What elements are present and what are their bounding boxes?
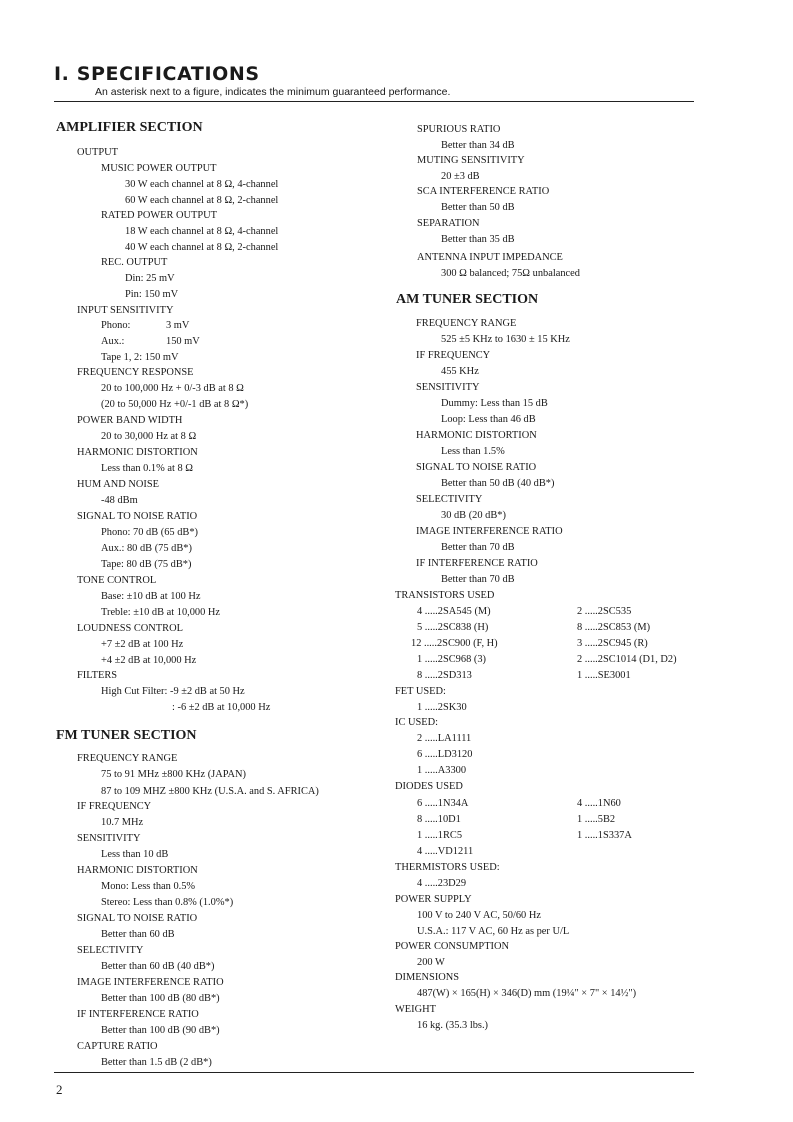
left-spec-line: 20 to 100,000 Hz + 0/-3 dB at 8 Ω [101,383,244,394]
left-spec-line: Better than 100 dB (80 dB*) [101,993,220,1004]
left-spec-line: IF INTERFERENCE RATIO [77,1009,199,1020]
right-spec-line: 1 .....2SK30 [417,702,467,713]
left-spec-line: Better than 60 dB [101,929,175,940]
right-spec-line: POWER CONSUMPTION [395,941,510,952]
left-spec-line: Din: 25 mV [125,273,175,284]
right-spec-line: DIMENSIONS [395,972,460,983]
right-spec-line: MUTING SENSITIVITY [417,155,525,166]
right-spec-line: 16 kg. (35.3 lbs.) [417,1020,488,1031]
left-spec-line: Base: ±10 dB at 100 Hz [101,591,201,602]
left-spec-line: Treble: ±10 dB at 10,000 Hz [101,607,221,618]
page-subtitle: An asterisk next to a figure, indicates the minimum guaranteed performance. [95,86,451,98]
right-spec-line: 12 .....2SC900 (F, H) [411,638,498,649]
left-spec-line: Better than 60 dB (40 dB*) [101,961,215,972]
right-spec-line: Dummy: Less than 15 dB [441,398,548,409]
right-spec-line: WEIGHT [395,1004,436,1015]
left-spec-line: Mono: Less than 0.5% [101,881,196,892]
left-spec-line: CAPTURE RATIO [77,1041,158,1052]
right-spec-line-secondary: 4 .....1N60 [577,798,621,809]
left-spec-line: RATED POWER OUTPUT [101,210,218,221]
right-spec-line: IMAGE INTERFERENCE RATIO [416,526,563,537]
right-spec-line: Better than 70 dB [441,542,515,553]
left-spec-line: Better than 100 dB (90 dB*) [101,1025,220,1036]
left-spec-line: Phono: [101,320,131,331]
right-spec-line-secondary: 2 .....2SC1014 (D1, D2) [577,654,677,665]
left-spec-line: INPUT SENSITIVITY [77,305,174,316]
left-spec-line: OUTPUT [77,147,118,158]
right-spec-line: Better than 50 dB (40 dB*) [441,478,555,489]
page-title: I. SPECIFICATIONS [54,63,260,85]
left-spec-line: 75 to 91 MHz ±800 KHz (JAPAN) [101,769,247,780]
left-spec-line: 18 W each channel at 8 Ω, 4-channel [125,226,279,237]
right-spec-line: 1 .....1RC5 [417,830,463,841]
left-spec-line: HARMONIC DISTORTION [77,447,198,458]
right-spec-line: 20 ±3 dB [441,171,480,182]
right-spec-line: 1 .....A3300 [417,765,467,776]
left-spec-line: SIGNAL TO NOISE RATIO [77,511,198,522]
left-spec-line: (20 to 50,000 Hz +0/-1 dB at 8 Ω*) [101,399,249,410]
left-spec-line: IMAGE INTERFERENCE RATIO [77,977,224,988]
left-section-heading: FM TUNER SECTION [56,728,197,743]
right-spec-line: U.S.A.: 117 V AC, 60 Hz as per U/L [417,926,570,937]
right-spec-line: ANTENNA INPUT IMPEDANCE [417,252,563,263]
left-spec-line: High Cut Filter: -9 ±2 dB at 50 Hz [101,686,245,697]
right-spec-line: 487(W) × 165(H) × 346(D) mm (19¼" × 7" × 14½") [417,988,637,999]
left-spec-value: 3 mV [166,320,190,331]
right-spec-line: 8 .....10D1 [417,814,461,825]
right-spec-line: THERMISTORS USED: [395,862,500,873]
left-spec-line: SIGNAL TO NOISE RATIO [77,913,198,924]
top-rule [54,101,694,102]
left-spec-value: 150 mV [166,336,200,347]
right-spec-line: 1 .....2SC968 (3) [417,654,486,665]
left-spec-line: Less than 0.1% at 8 Ω [101,463,193,474]
right-spec-line: 300 Ω balanced; 75Ω unbalanced [441,268,580,279]
left-spec-line: 60 W each channel at 8 Ω, 2-channel [125,195,279,206]
right-spec-line: SCA INTERFERENCE RATIO [417,186,550,197]
right-spec-line: 455 KHz [441,366,479,377]
right-spec-line: 200 W [417,957,445,968]
right-section-heading: AM TUNER SECTION [396,292,539,307]
left-spec-line: Less than 10 dB [101,849,169,860]
right-spec-line: IF INTERFERENCE RATIO [416,558,538,569]
left-spec-line: Pin: 150 mV [125,289,179,300]
right-spec-line: SPURIOUS RATIO [417,124,501,135]
left-spec-line: HARMONIC DISTORTION [77,865,198,876]
left-spec-line: +7 ±2 dB at 100 Hz [101,639,184,650]
left-spec-line: 20 to 30,000 Hz at 8 Ω [101,431,197,442]
bottom-rule [54,1072,694,1073]
right-spec-line: Better than 34 dB [441,140,515,151]
left-spec-line: SELECTIVITY [77,945,144,956]
right-spec-line: DIODES USED [395,781,463,792]
right-spec-line-secondary: 8 .....2SC853 (M) [577,622,651,633]
right-spec-line: Better than 70 dB [441,574,515,585]
right-spec-line: 525 ±5 KHz to 1630 ± 15 KHz [441,334,570,345]
right-spec-line: 5 .....2SC838 (H) [417,622,489,633]
right-spec-line: 100 V to 240 V AC, 50/60 Hz [417,910,541,921]
right-spec-line-secondary: 1 .....SE3001 [577,670,631,681]
right-spec-line-secondary: 3 .....2SC945 (R) [577,638,648,649]
right-spec-line: Better than 50 dB [441,202,515,213]
right-spec-line: 4 .....VD1211 [417,846,474,857]
right-spec-line-secondary: 1 .....1S337A [577,830,632,841]
left-spec-line: MUSIC POWER OUTPUT [101,163,217,174]
right-spec-line: 4 .....2SA545 (M) [417,606,491,617]
right-spec-line: HARMONIC DISTORTION [416,430,537,441]
left-spec-line: LOUDNESS CONTROL [77,623,183,634]
right-spec-line: 4 .....23D29 [417,878,467,889]
right-spec-line: SIGNAL TO NOISE RATIO [416,462,537,473]
left-spec-line: +4 ±2 dB at 10,000 Hz [101,655,197,666]
right-spec-line: 8 .....2SD313 [417,670,472,681]
left-spec-line: Stereo: Less than 0.8% (1.0%*) [101,897,234,908]
left-spec-line: 87 to 109 MHZ ±800 KHz (U.S.A. and S. AFRICA) [101,786,319,797]
left-spec-line: -48 dBm [101,495,138,506]
left-spec-line: 30 W each channel at 8 Ω, 4-channel [125,179,279,190]
right-spec-line: 6 .....LD3120 [417,749,473,760]
right-spec-line: Better than 35 dB [441,234,515,245]
right-spec-line-secondary: 1 .....5B2 [577,814,616,825]
left-spec-line: FREQUENCY RANGE [77,753,178,764]
left-spec-line: 40 W each channel at 8 Ω, 2-channel [125,242,279,253]
left-spec-line: FILTERS [77,670,118,681]
right-spec-line: TRANSISTORS USED [395,590,495,601]
left-spec-line: Tape: 80 dB (75 dB*) [101,559,192,570]
left-spec-line: Better than 1.5 dB (2 dB*) [101,1057,212,1068]
page-number: 2 [56,1082,63,1097]
right-spec-line: FREQUENCY RANGE [416,318,517,329]
left-spec-line: Phono: 70 dB (65 dB*) [101,527,198,538]
left-spec-line: FREQUENCY RESPONSE [77,367,194,378]
left-spec-line: SENSITIVITY [77,833,141,844]
right-spec-line: SENSITIVITY [416,382,480,393]
left-spec-line: POWER BAND WIDTH [77,415,183,426]
right-spec-line: 6 .....1N34A [417,798,469,809]
right-spec-line: Less than 1.5% [441,446,505,457]
left-spec-line: HUM AND NOISE [77,479,159,490]
right-spec-line-secondary: 2 .....2SC535 [577,606,632,617]
right-spec-line: Loop: Less than 46 dB [441,414,536,425]
right-spec-line: 30 dB (20 dB*) [441,510,506,521]
right-spec-line: POWER SUPPLY [395,894,472,905]
left-spec-line: IF FREQUENCY [77,801,152,812]
left-spec-line: REC. OUTPUT [101,257,168,268]
left-spec-line: TONE CONTROL [77,575,157,586]
left-spec-line: : -6 ±2 dB at 10,000 Hz [172,702,271,713]
right-spec-line: SEPARATION [417,218,480,229]
right-spec-line: IF FREQUENCY [416,350,491,361]
left-section-heading: AMPLIFIER SECTION [56,120,203,135]
right-spec-line: FET USED: [395,686,446,697]
left-spec-line: Tape 1, 2: 150 mV [101,352,179,363]
left-spec-line: Aux.: 80 dB (75 dB*) [101,543,192,554]
left-spec-line: 10.7 MHz [101,817,144,828]
right-spec-line: 2 .....LA1111 [417,733,472,744]
left-spec-line: Aux.: [101,336,125,347]
right-spec-line: IC USED: [395,717,439,728]
right-spec-line: SELECTIVITY [416,494,483,505]
